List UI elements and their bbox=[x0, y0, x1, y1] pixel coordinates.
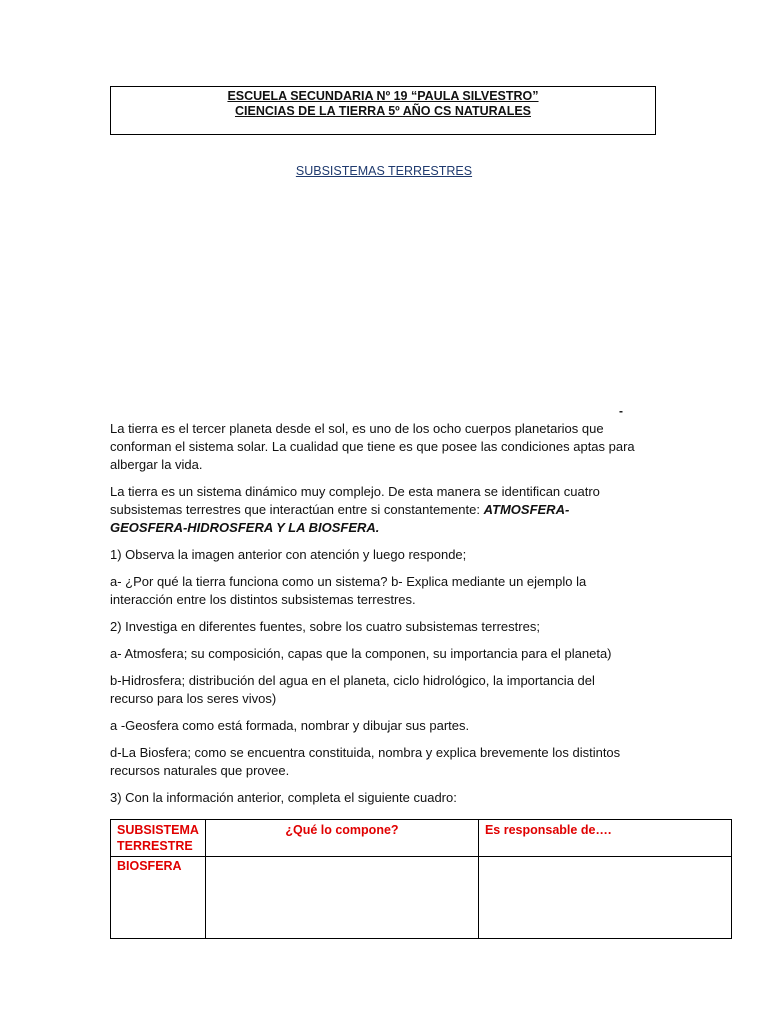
question-2c: a -Geosfera como está formada, nombrar y dibujar sus partes. bbox=[110, 718, 470, 733]
school-name: ESCUELA SECUNDARIA Nº 19 “PAULA SILVESTRO” bbox=[227, 89, 539, 103]
paragraph-system bbox=[110, 483, 640, 537]
paragraph-system-text: La tierra es un sistema dinámico muy complejo. De esta manera se identifican cuatro subsistemas terrestres que interactúan entre si constantemente: bbox=[110, 484, 600, 517]
dash-mark: - bbox=[619, 404, 623, 418]
cell-biosfera: BIOSFERA bbox=[111, 857, 206, 939]
question-2a: a- Atmosfera; su composición, capas que la componen, su importancia para el planeta) bbox=[110, 646, 612, 661]
paragraph-intro: La tierra es el tercer planeta desde el sol, es uno de los ocho cuerpos planetarios que conforman el sistema solar. La cualidad que tiene es que posee las condiciones aptas para albergar la vida. bbox=[110, 421, 635, 472]
document-title: SUBSISTEMAS TERRESTRES bbox=[295, 164, 473, 178]
header-composition: ¿Qué lo compone? bbox=[205, 820, 478, 857]
question-1: 1) Observa la imagen anterior con atención y luego responde; bbox=[110, 547, 467, 562]
course-name: CIENCIAS DE LA TIERRA 5º AÑO CS NATURALES bbox=[234, 104, 531, 118]
table-row bbox=[111, 857, 732, 939]
question-2: 2) Investiga en diferentes fuentes, sobre los cuatro subsistemas terrestres; bbox=[110, 619, 540, 634]
header-subsystem-line1: SUBSISTEMA bbox=[117, 823, 199, 837]
header-subsystem-line2: TERRESTRE bbox=[117, 839, 193, 853]
question-2d: d-La Biosfera; como se encuentra constituida, nombra y explica brevemente los distintos recursos naturales que provee. bbox=[110, 745, 621, 778]
header-subsystem bbox=[111, 820, 206, 857]
question-1a: a- ¿Por qué la tierra funciona como un sistema? b- Explica mediante un ejemplo la interacción entre los distintos subsistemas terrestres. bbox=[110, 574, 587, 607]
document-body bbox=[110, 420, 640, 816]
cell-biosfera-composition[interactable] bbox=[205, 857, 478, 939]
table-header-row bbox=[111, 820, 732, 857]
subsystems-table bbox=[110, 819, 732, 939]
question-3: 3) Con la información anterior, completa el siguiente cuadro: bbox=[110, 790, 457, 805]
school-header-box bbox=[110, 86, 656, 135]
question-2b: b-Hidrosfera; distribución del agua en el planeta, ciclo hidrológico, la importancia del recurso para los seres vivos) bbox=[110, 673, 595, 706]
cell-biosfera-responsible[interactable] bbox=[478, 857, 731, 939]
subsystems-emphasis: ATMOSFERA-GEOSFERA-HIDROSFERA Y LA BIOSFERA. bbox=[110, 502, 570, 535]
header-responsible: Es responsable de…. bbox=[478, 820, 731, 857]
